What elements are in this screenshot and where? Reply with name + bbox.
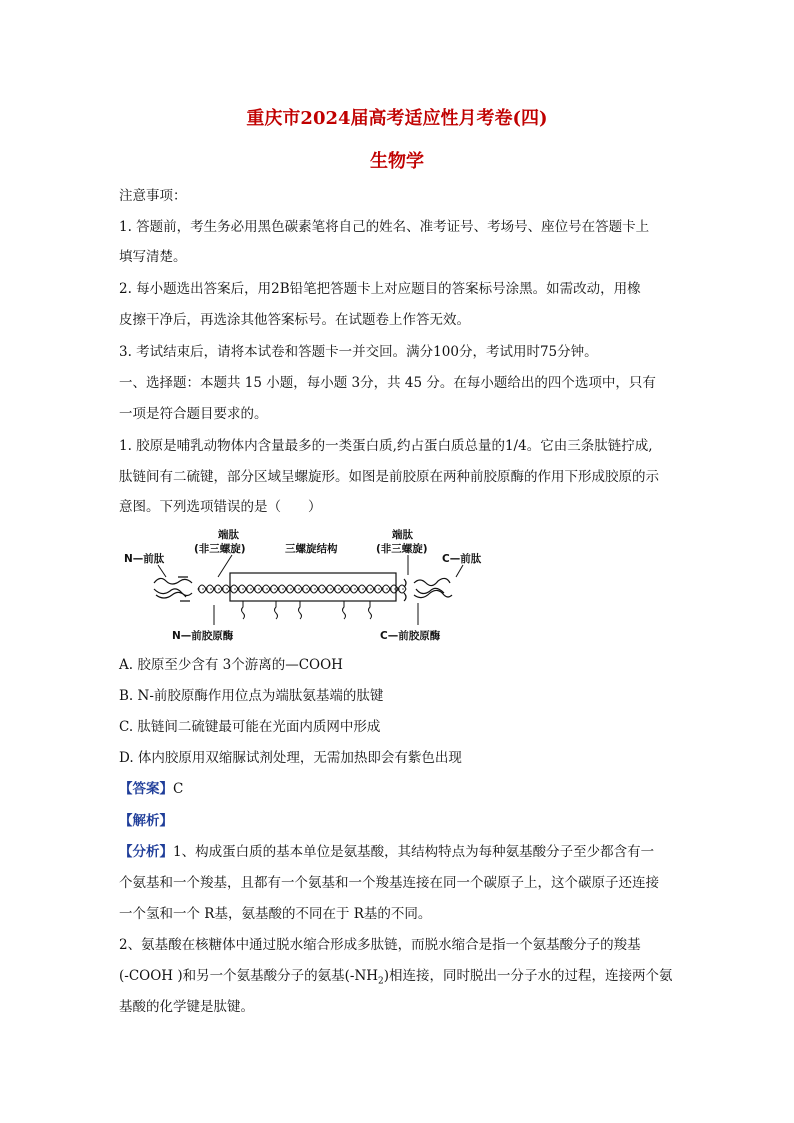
analysis-text-5b: )相连接，同时脱出一分子水的过程，连接两个氨 <box>383 968 673 984</box>
label-c-peptide: C—前肽 <box>442 553 482 565</box>
question-1-stem-line-1: 1. 胶原是哺乳动物体内含量最多的一类蛋白质,约占蛋白质总量的1/4。它由三条肽链拧成, <box>119 438 653 454</box>
n-propeptide-coil <box>154 578 192 598</box>
option-c: C. 肽链间二硫键最可能在光面内质网中形成 <box>119 719 381 735</box>
leader-n-peptide <box>158 565 166 577</box>
note-1-line-2: 填写清楚。 <box>119 249 187 265</box>
label-triple-helix: 三螺旋结构 <box>285 543 338 555</box>
analysis-line-6: 基酸的化学键是肽键。 <box>119 999 254 1015</box>
label-end-peptide-right: 端肽 <box>392 529 413 541</box>
analysis-sub-tag: 【分析】 <box>119 844 173 860</box>
notes-heading: 注意事项： <box>119 188 187 204</box>
leader-c-peptide <box>456 565 463 577</box>
analysis-line-1 <box>119 842 654 862</box>
question-1-stem-line-3: 意图。下列选项错误的是（ ） <box>119 499 322 515</box>
analysis-line-3: 一个氢和一个 R基，氨基酸的不同在于 R基的不同。 <box>119 906 432 922</box>
note-3: 3. 考试结束后，请将本试卷和答题卡一并交回。满分100分，考试用时75分钟。 <box>119 344 598 360</box>
nh2-subscript: 2 <box>378 976 384 987</box>
option-d: D. 体内胶原用双缩脲试剂处理，无需加热即会有紫色出现 <box>119 750 462 766</box>
analysis-line-2: 个氨基和一个羧基，且都有一个氨基和一个羧基连接在同一个碳原子上，这个碳原子还连接 <box>119 875 659 891</box>
analysis-text-5a: (-COOH )和另一个氨基酸分子的氨基(-NH <box>119 968 379 984</box>
analysis-text-1: 1、构成蛋白质的基本单位是氨基酸，其结构特点为每种氨基酸分子至少都含有一 <box>173 844 655 860</box>
note-2-line-1: 2. 每小题选出答案后，用2B铅笔把答题卡上对应题目的答案标号涂黑。如需改动，用橡 <box>119 281 641 297</box>
option-a: A. 胶原至少含有 3个游离的—COOH <box>119 657 343 673</box>
label-non-triple-right: (非三螺旋) <box>376 543 428 555</box>
analysis-line-4: 2、氨基酸在核糖体中通过脱水缩合形成多肽链，而脱水缩合是指一个氨基酸分子的羧基 <box>119 937 641 953</box>
label-non-triple-left: (非三螺旋) <box>194 543 246 555</box>
answer-value: C <box>173 781 184 797</box>
c-propeptide-coil <box>414 578 452 597</box>
label-c-enzyme: C—前胶原酶 <box>380 630 441 642</box>
subject-title: 生物学 <box>370 151 424 172</box>
procollagen-diagram <box>118 527 498 645</box>
exam-title: 重庆市2024届高考适应性月考卷(四) <box>246 108 548 129</box>
section-heading-line-1: 一、选择题：本题共 15 小题，每小题 3分，共 45 分。在每小题给出的四个选项中，只有 <box>119 375 656 391</box>
question-1-stem-line-2: 肽链间有二硫键，部分区域呈螺旋形。如图是前胶原在两种前胶原酶的作用下形成胶原的示 <box>119 469 659 485</box>
note-2-line-2: 皮擦干净后，再选涂其他答案标号。在试题卷上作答无效。 <box>119 312 470 328</box>
label-end-peptide-left: 端肽 <box>218 529 239 541</box>
option-b: B. N-前胶原酶作用位点为端肽氨基端的肽键 <box>119 688 384 704</box>
analysis-tag: 【解析】 <box>119 813 173 829</box>
analysis-line-5 <box>119 966 673 992</box>
answer-tag: 【答案】 <box>119 781 173 797</box>
analysis-heading <box>119 811 173 831</box>
answer-line <box>119 779 183 799</box>
note-1-line-1: 1. 答题前，考生务必用黑色碳素笔将自己的姓名、准考证号、考场号、座位号在答题卡上 <box>119 219 650 235</box>
helix-side-chains <box>242 601 372 619</box>
label-n-enzyme: N—前胶原酶 <box>172 630 234 642</box>
section-heading-line-2: 一项是符合题目要求的。 <box>119 406 268 422</box>
label-n-peptide: N—前肽 <box>124 553 165 565</box>
